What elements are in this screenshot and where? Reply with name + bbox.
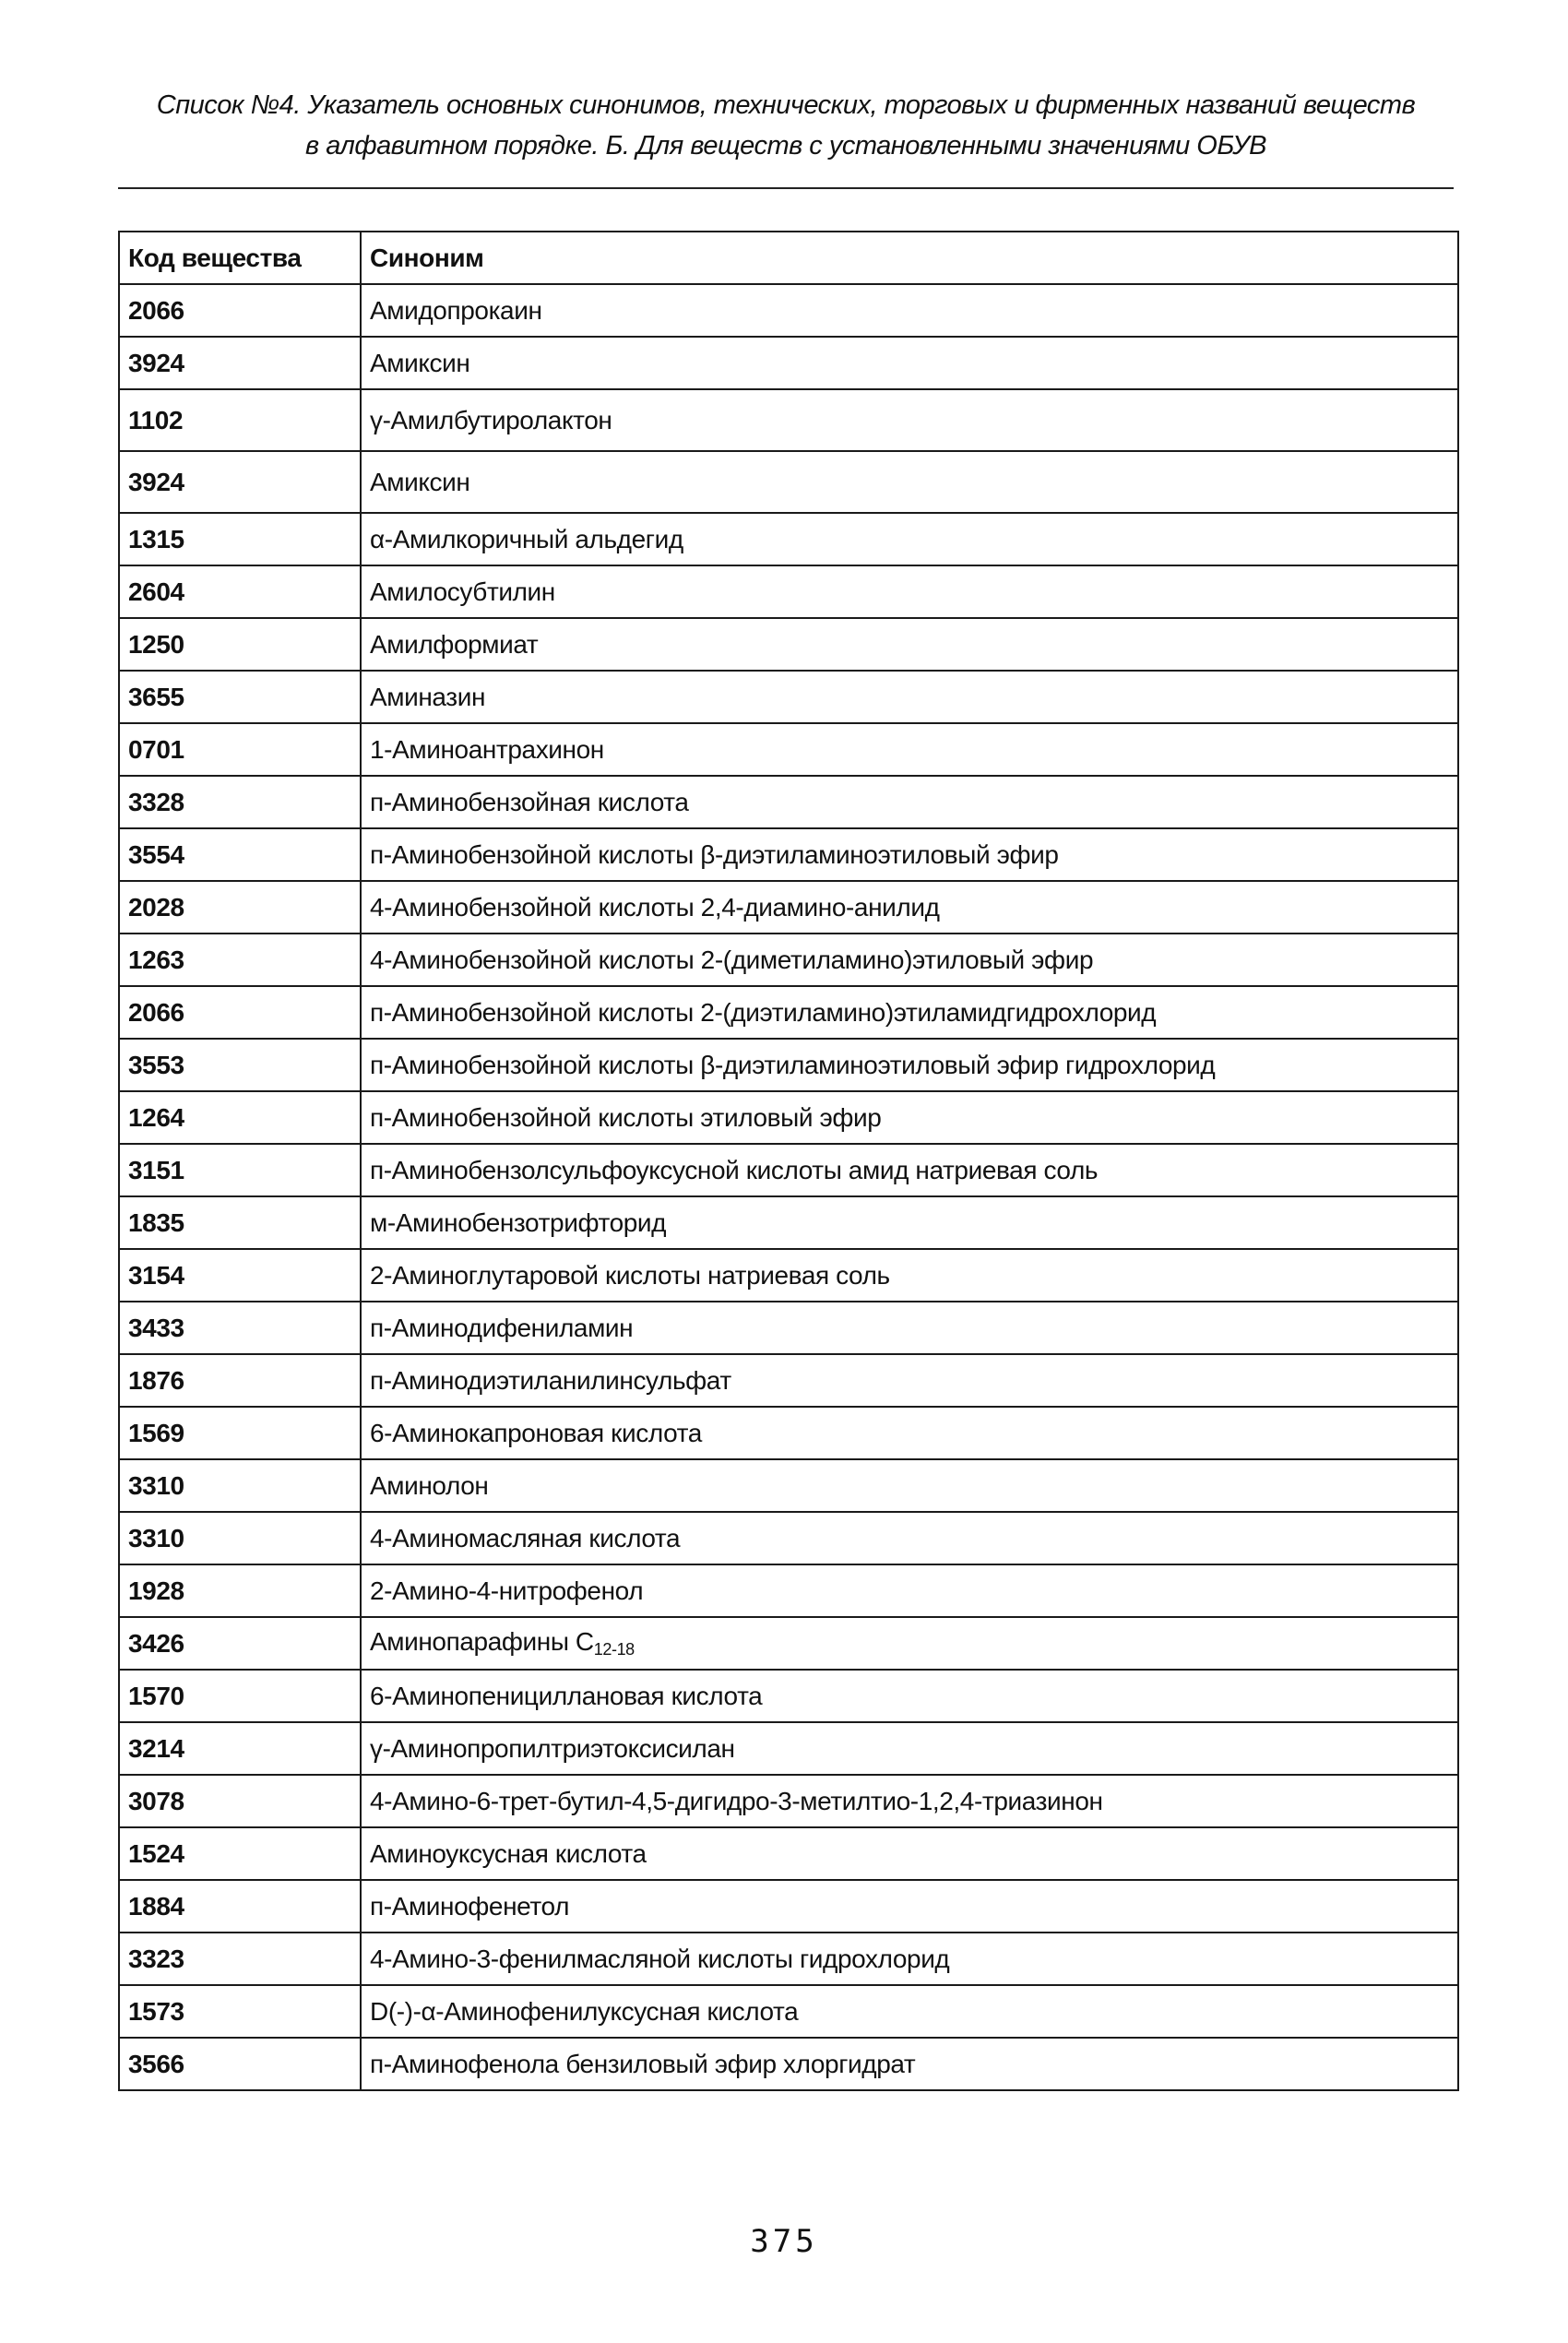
synonym: 4-Амино-6-трет-бутил-4,5-дигидро-3-метилтио-1,2,4-триазинон: [361, 1775, 1458, 1827]
substance-code: 3433: [119, 1302, 361, 1354]
substance-code: 3924: [119, 451, 361, 513]
synonym: п-Аминофенетол: [361, 1880, 1458, 1933]
synonym: п-Аминобензойной кислоты β-диэтиламиноэтиловый эфир: [361, 828, 1458, 881]
synonym: м-Аминобензотрифторид: [361, 1196, 1458, 1249]
substance-code: 0701: [119, 723, 361, 776]
substance-code: 3151: [119, 1144, 361, 1196]
substance-code: 3328: [119, 776, 361, 828]
substance-code: 1315: [119, 513, 361, 565]
table-row: [119, 451, 1458, 513]
substance-code: 1263: [119, 934, 361, 986]
table-row: [119, 1249, 1458, 1302]
column-header-code: Код вещества: [119, 232, 361, 284]
synonym: п-Аминодифениламин: [361, 1302, 1458, 1354]
table-row: [119, 389, 1458, 451]
table-row: [119, 1775, 1458, 1827]
synonym: Амилформиат: [361, 618, 1458, 671]
table-row: [119, 828, 1458, 881]
synonym-with-subscript: [361, 1617, 1458, 1670]
substance-code: 2066: [119, 284, 361, 337]
table-row: [119, 2038, 1458, 2090]
header-line-2: в алфавитном порядке. Б. Для веществ с установленными значениями ОБУВ: [305, 131, 1266, 161]
substance-code: 1524: [119, 1827, 361, 1880]
table-row: [119, 776, 1458, 828]
table-row: [119, 1722, 1458, 1775]
substance-code: 2066: [119, 986, 361, 1039]
carbon-range-subscript: 12-18: [593, 1640, 635, 1659]
synonym: 2-Амино-4-нитрофенол: [361, 1564, 1458, 1617]
substance-code: 2604: [119, 565, 361, 618]
header-divider: [118, 187, 1454, 189]
substance-code: 3154: [119, 1249, 361, 1302]
table-row: [119, 565, 1458, 618]
table-row: [119, 337, 1458, 389]
substance-code: 3553: [119, 1039, 361, 1091]
substance-code: 3566: [119, 2038, 361, 2090]
synonym: п-Аминобензойная кислота: [361, 776, 1458, 828]
synonym: 2-Аминоглутаровой кислоты натриевая соль: [361, 1249, 1458, 1302]
table-row: [119, 1512, 1458, 1564]
substance-code: 1928: [119, 1564, 361, 1617]
table-row: [119, 1091, 1458, 1144]
table-row: [119, 618, 1458, 671]
synonym: Амидопрокаин: [361, 284, 1458, 337]
page-header: [118, 85, 1454, 166]
synonym: 4-Аминобензойной кислоты 2-(диметиламино)этиловый эфир: [361, 934, 1458, 986]
table-row: [119, 1354, 1458, 1407]
substance-code: 3323: [119, 1933, 361, 1985]
substance-code: 3214: [119, 1722, 361, 1775]
synonym: п-Аминобензойной кислоты этиловый эфир: [361, 1091, 1458, 1144]
synonym: Амиксин: [361, 451, 1458, 513]
synonym: Аминоуксусная кислота: [361, 1827, 1458, 1880]
table-row: [119, 1144, 1458, 1196]
table-row: [119, 1564, 1458, 1617]
substance-code: 2028: [119, 881, 361, 934]
synonym: п-Аминобензойной кислоты β-диэтиламиноэтиловый эфир гидрохлорид: [361, 1039, 1458, 1091]
synonym: D(-)-α-Аминофенилуксусная кислота: [361, 1985, 1458, 2038]
table-row: [119, 1985, 1458, 2038]
table-row: [119, 986, 1458, 1039]
synonym: 4-Амино-3-фенилмасляной кислоты гидрохлорид: [361, 1933, 1458, 1985]
synonym: Амилосубтилин: [361, 565, 1458, 618]
synonym: 4-Аминобензойной кислоты 2,4-диамино-анилид: [361, 881, 1458, 934]
substance-code: 3310: [119, 1512, 361, 1564]
substance-code: 1570: [119, 1670, 361, 1722]
table-row: [119, 1617, 1458, 1670]
substance-code: 1876: [119, 1354, 361, 1407]
table-row: [119, 1933, 1458, 1985]
synonym: п-Аминодиэтиланилинсульфат: [361, 1354, 1458, 1407]
synonyms-table: [118, 231, 1459, 2091]
table-row: [119, 1880, 1458, 1933]
table-row: [119, 1407, 1458, 1459]
synonym: Аминазин: [361, 671, 1458, 723]
substance-code: 1569: [119, 1407, 361, 1459]
table-header-row: [119, 232, 1458, 284]
synonym: 6-Аминокапроновая кислота: [361, 1407, 1458, 1459]
substance-code: 3078: [119, 1775, 361, 1827]
substance-code: 1573: [119, 1985, 361, 2038]
substance-code: 3554: [119, 828, 361, 881]
substance-code: 1102: [119, 389, 361, 451]
column-header-synonym: Синоним: [361, 232, 1458, 284]
synonym: 4-Аминомасляная кислота: [361, 1512, 1458, 1564]
table-row: [119, 1670, 1458, 1722]
table-row: [119, 284, 1458, 337]
table-row: [119, 1302, 1458, 1354]
table-row: [119, 1039, 1458, 1091]
synonym: п-Аминофенола бензиловый эфир хлоргидрат: [361, 2038, 1458, 2090]
substance-code: 1835: [119, 1196, 361, 1249]
synonym: Аминопарафины C: [370, 1627, 594, 1656]
synonym: п-Аминобензолсульфоуксусной кислоты амид натриевая соль: [361, 1144, 1458, 1196]
substance-code: 1250: [119, 618, 361, 671]
substance-code: 1264: [119, 1091, 361, 1144]
synonym: Амиксин: [361, 337, 1458, 389]
substance-code: 3310: [119, 1459, 361, 1512]
page-number: 375: [750, 2223, 818, 2260]
table-row: [119, 881, 1458, 934]
table-row: [119, 723, 1458, 776]
synonym: γ-Амилбутиролактон: [361, 389, 1458, 451]
substance-code: 3924: [119, 337, 361, 389]
substance-code: 3655: [119, 671, 361, 723]
substance-code: 1884: [119, 1880, 361, 1933]
table-row: [119, 1459, 1458, 1512]
table-row: [119, 671, 1458, 723]
synonym: 6-Аминопенициллановая кислота: [361, 1670, 1458, 1722]
table-row: [119, 513, 1458, 565]
header-line-1: Список №4. Указатель основных синонимов, технических, торговых и фирменных названий веществ: [156, 90, 1416, 120]
table-row: [119, 1827, 1458, 1880]
synonym: Аминолон: [361, 1459, 1458, 1512]
synonym: α-Амилкоричный альдегид: [361, 513, 1458, 565]
synonym: п-Аминобензойной кислоты 2-(диэтиламино)этиламидгидрохлорид: [361, 986, 1458, 1039]
table-row: [119, 1196, 1458, 1249]
substance-code: 3426: [119, 1617, 361, 1670]
synonym: γ-Аминопропилтриэтоксисилан: [361, 1722, 1458, 1775]
table-row: [119, 934, 1458, 986]
synonym: 1-Аминоантрахинон: [361, 723, 1458, 776]
